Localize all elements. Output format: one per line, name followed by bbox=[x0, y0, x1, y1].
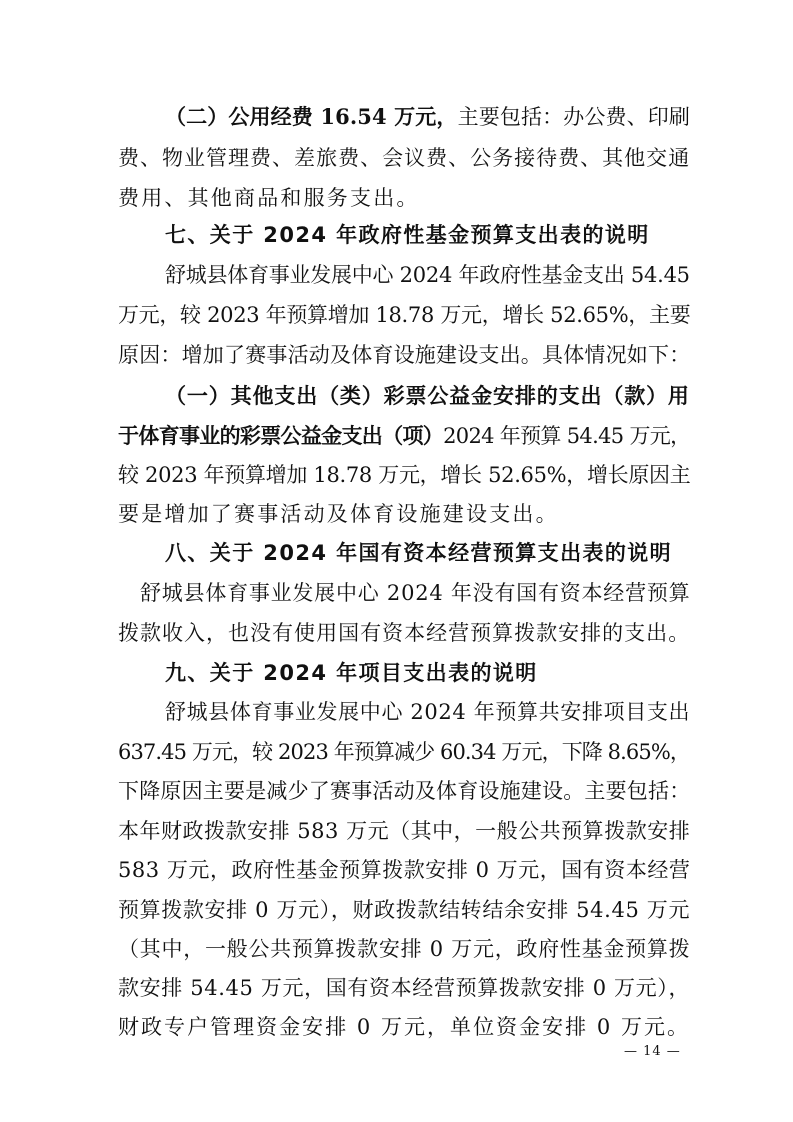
public-funds-line-1 bbox=[165, 103, 690, 131]
section-7-paragraph-line-2: 万元，较 2023 年预算增加 18.78 万元，增长 52.65%，主要 bbox=[118, 303, 691, 327]
section-9-paragraph-line-5: 583 万元，政府性基金预算拨款安排 0 万元，国有资本经营 bbox=[118, 858, 691, 882]
public-funds-text: 主要包括：办公费、印刷 bbox=[457, 105, 690, 129]
section-9-paragraph-line-6: 预算拨款安排 0 万元），财政拨款结转结余安排 54.45 万元 bbox=[118, 898, 691, 922]
section-9-heading: 九、关于 2024 年项目支出表的说明 bbox=[165, 661, 538, 685]
section-9-paragraph-line-4: 本年财政拨款安排 583 万元（其中，一般公共预算拨款安排 bbox=[118, 819, 691, 843]
section-9-paragraph-line-7: （其中，一般公共预算拨款安排 0 万元，政府性基金预算拨 bbox=[118, 937, 691, 961]
section-9-paragraph-line-9: 财政专户管理资金安排 0 万元，单位资金安排 0 万元。 bbox=[118, 1015, 691, 1039]
section-9-paragraph-line-8: 款安排 54.45 万元，国有资本经营预算拨款安排 0 万元）， bbox=[118, 976, 691, 1000]
page-number: — 14 — bbox=[624, 1044, 681, 1059]
section-8-heading: 八、关于 2024 年国有资本经营预算支出表的说明 bbox=[165, 541, 673, 565]
section-7-item-1-line-1: （一）其他支出（类）彩票公益金安排的支出（款）用 bbox=[165, 383, 690, 408]
section-9-paragraph-line-3: 下降原因主要是减少了赛事活动及体育设施建设。主要包括： bbox=[118, 779, 691, 803]
section-7-item-1-line-4: 要是增加了赛事活动及体育设施建设支出。 bbox=[118, 502, 559, 526]
section-7-item-1-line-3: 较 2023 年预算增加 18.78 万元，增长 52.65%，增长原因主 bbox=[118, 463, 691, 487]
section-7-heading: 七、关于 2024 年政府性基金预算支出表的说明 bbox=[165, 223, 650, 247]
public-funds-line-3: 费用、其他商品和服务支出。 bbox=[118, 186, 420, 210]
section-9-paragraph-line-1: 舒城县体育事业发展中心 2024 年预算共安排项目支出 bbox=[165, 700, 691, 724]
section-7-item-1-title-end: 于体育事业的彩票公益金支出（项） bbox=[118, 423, 444, 448]
section-8-paragraph-line-1: 舒城县体育事业发展中心 2024 年没有国有资本经营预算 bbox=[140, 581, 691, 605]
section-7-paragraph-line-3: 原因：增加了赛事活动及体育设施建设支出。具体情况如下： bbox=[118, 343, 691, 367]
section-7-item-1-budget: 2024 年预算 54.45 万元， bbox=[443, 424, 691, 448]
section-7-item-1-line-2 bbox=[118, 422, 690, 450]
section-8-paragraph-line-2: 拨款收入，也没有使用国有资本经营预算拨款安排的支出。 bbox=[118, 621, 691, 645]
section-9-paragraph-line-2: 637.45 万元，较 2023 年预算减少 60.34 万元，下降 8.65%， bbox=[118, 740, 691, 764]
public-funds-line-2: 费、物业管理费、差旅费、会议费、公务接待费、其他交通 bbox=[118, 146, 691, 170]
section-7-paragraph-line-1: 舒城县体育事业发展中心 2024 年政府性基金支出 54.45 bbox=[165, 263, 690, 287]
public-funds-title: （二）公用经费 16.54 万元， bbox=[165, 104, 458, 129]
